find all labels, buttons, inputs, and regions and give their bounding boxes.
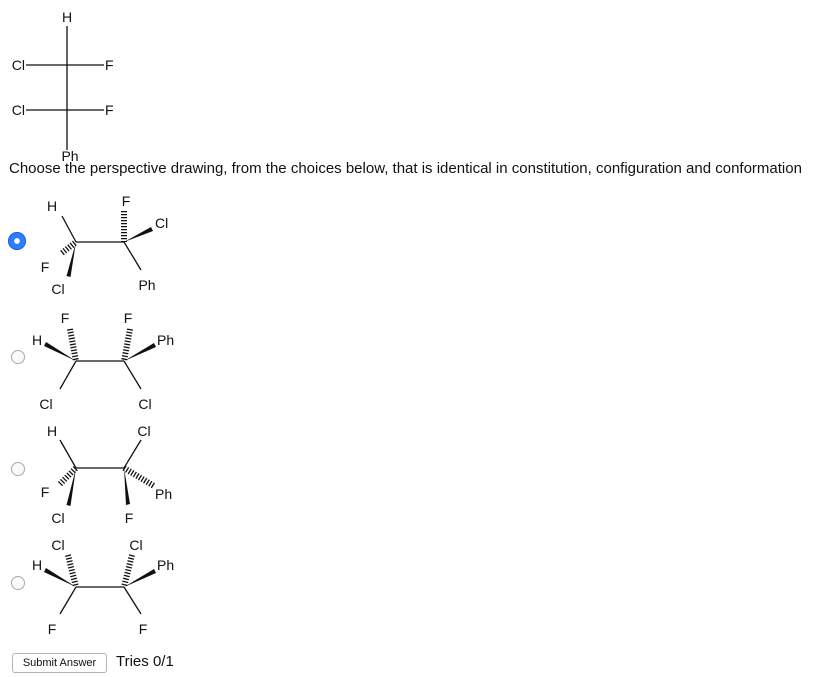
choice-3-right-down-label: F <box>124 510 134 526</box>
choice-1-structure[interactable] <box>20 190 220 300</box>
choice-1-left-down-label: Cl <box>51 281 65 297</box>
choice-3-right-up-label: Cl <box>137 423 151 439</box>
choice-4-right-down-bond <box>124 587 141 614</box>
fischer-lower-left-label: Cl <box>11 102 25 118</box>
choice-2-left-down-label: Cl <box>39 396 53 412</box>
choice-4-right-down-label: F <box>138 621 148 637</box>
choice-4-left-down-bond <box>60 587 76 614</box>
choice-2-right-down-label: Cl <box>138 396 152 412</box>
fischer-upper-left-label: Cl <box>11 57 25 73</box>
choice-3-right-side-label: Ph <box>155 486 173 502</box>
choice-2-left-side-label: H <box>31 332 43 348</box>
choice-2-right-up-label: F <box>123 310 133 326</box>
choice-4-left-down-label: F <box>47 621 57 637</box>
choice-4-right-up-label: Cl <box>129 537 143 553</box>
fischer-top-label: H <box>61 9 73 25</box>
choice-2-right-side-label: Ph <box>157 332 175 348</box>
choice-1-left-side-label: F <box>40 259 50 275</box>
choice-4-right-side-label: Ph <box>157 557 175 573</box>
question-text: Choose the perspective drawing, from the choices below, that is identical in constitution, configuration and conformation <box>9 160 802 177</box>
choice-1-right-down-bond <box>124 242 141 270</box>
choice-3-left-up-label: H <box>46 423 58 439</box>
submit-answer-button[interactable]: Submit Answer <box>12 653 107 673</box>
choice-1-right-wedge-bond <box>124 227 153 242</box>
choice-2-right-hash-bond <box>124 329 130 361</box>
tries-counter: Tries 0/1 <box>116 653 174 670</box>
choice-3-structure[interactable] <box>20 420 220 530</box>
choice-4-right-wedge-bond <box>124 569 156 587</box>
fischer-upper-right-label: F <box>105 57 114 73</box>
choice-2-right-wedge-bond <box>124 343 156 361</box>
fischer-lower-right-label: F <box>105 102 114 118</box>
choice-1-right-down-label: Ph <box>138 277 156 293</box>
choice-4-left-hash-bond <box>68 555 76 587</box>
fischer-bottom-label: Ph <box>61 148 79 164</box>
choice-3-left-down-label: Cl <box>51 510 65 526</box>
choice-2-left-down-bond <box>60 361 76 389</box>
choice-3-left-side-label: F <box>40 484 50 500</box>
choice-2-structure[interactable] <box>20 305 220 415</box>
fischer-projection <box>0 0 828 164</box>
choice-4-left-side-label: H <box>31 557 43 573</box>
choice-4-right-hash-bond <box>124 555 132 587</box>
choice-3-right-hash-bond <box>124 468 154 486</box>
choice-1-left-up-bond <box>62 216 76 242</box>
choice-2-left-hash-bond <box>70 329 76 361</box>
choice-1-left-up-label: H <box>46 198 58 214</box>
choice-2-left-up-label: F <box>60 310 70 326</box>
choice-1-right-side-label: Cl <box>155 215 169 231</box>
choice-4-structure[interactable] <box>20 530 220 640</box>
choice-4-left-up-label: Cl <box>51 537 65 553</box>
choice-1-right-up-label: F <box>121 193 131 209</box>
choice-3-right-up-bond <box>124 440 141 468</box>
choice-3-left-up-bond <box>60 440 76 468</box>
choice-1-left-wedge-bond <box>67 242 77 277</box>
choice-2-right-down-bond <box>124 361 141 389</box>
